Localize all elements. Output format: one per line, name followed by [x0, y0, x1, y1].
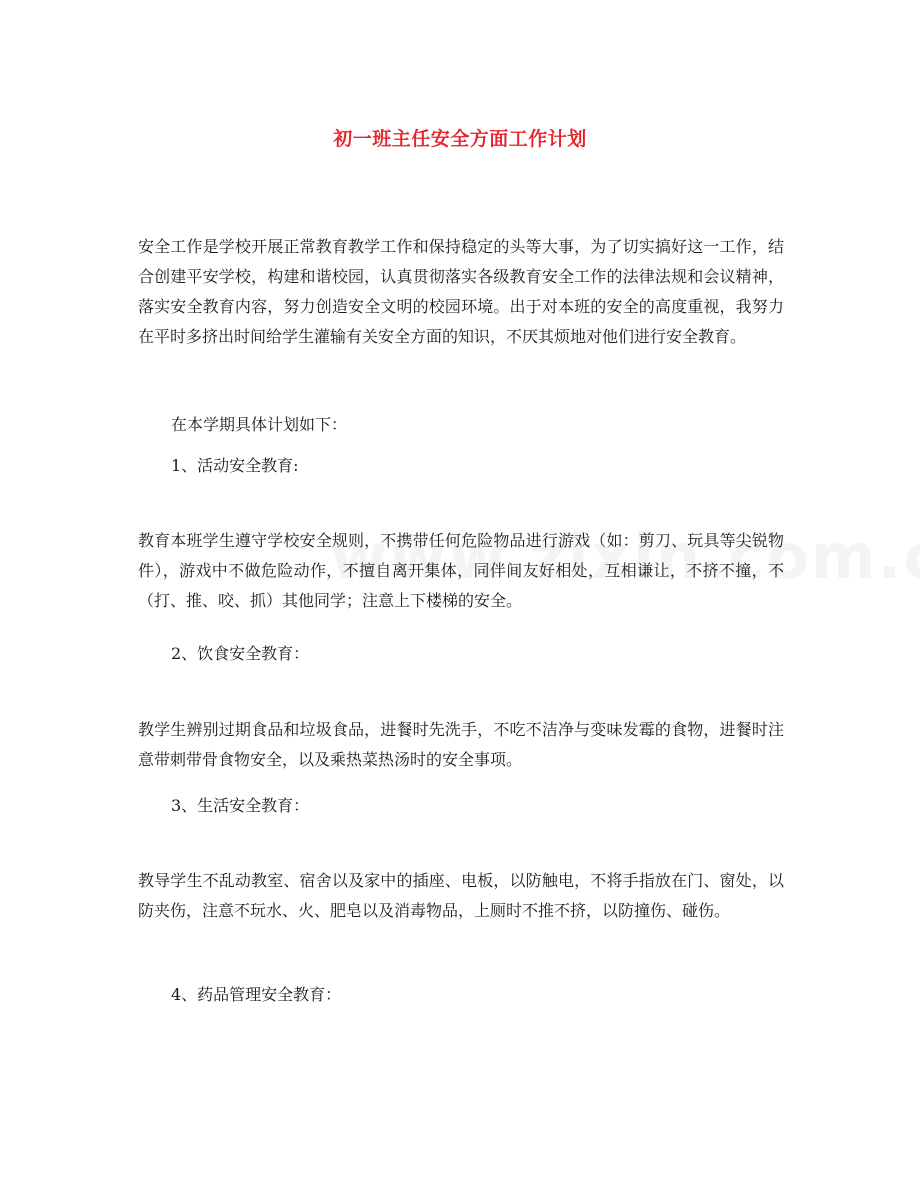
- document-title: 初一班主任安全方面工作计划: [333, 128, 587, 150]
- plan-intro: 在本学期具体计划如下：: [171, 415, 348, 434]
- section-heading-life: 3、生活安全教育：: [171, 796, 310, 815]
- section-heading-activity: 1、活动安全教育:: [171, 456, 299, 475]
- section-heading-food: 2、饮食安全教育：: [171, 644, 310, 663]
- section-body-activity: 教育本班学生遵守学校安全规则，不携带任何危险物品进行游戏（如：剪刀、玩具等尖锐物件），游戏中不做危险动作，不擅自离开集体，同伴间友好相处，互相谦让，不挤不撞，不（打、推、咬、抓）其他同学；注意上下楼梯的安全。: [138, 531, 784, 610]
- section-heading-medicine: 4、药品管理安全教育：: [171, 985, 342, 1004]
- intro-paragraph: 安全工作是学校开展正常教育教学工作和保持稳定的头等大事，为了切实搞好这一工作，结合创建平安学校，构建和谐校园，认真贯彻落实各级教育安全工作的法律法规和会议精神，落实安全教育内容，努力创造安全文明的校园环境。出于对本班的安全的高度重视，我努力在平时多挤出时间给学生灌输有关安全方面的知识，不厌其烦地对他们进行安全教育。: [138, 237, 784, 346]
- section-body-food: 教学生辨别过期食品和垃圾食品，进餐时先洗手，不吃不洁净与变味发霉的食物，进餐时注意带刺带骨食物安全，以及乘热菜热汤时的安全事项。: [138, 720, 784, 769]
- section-body-life: 教导学生不乱动教室、宿舍以及家中的插座、电板，以防触电，不将手指放在门、窗处，以防夹伤，注意不玩水、火、肥皂以及消毒物品，上厕时不推不挤，以防撞伤、碰伤。: [138, 871, 784, 920]
